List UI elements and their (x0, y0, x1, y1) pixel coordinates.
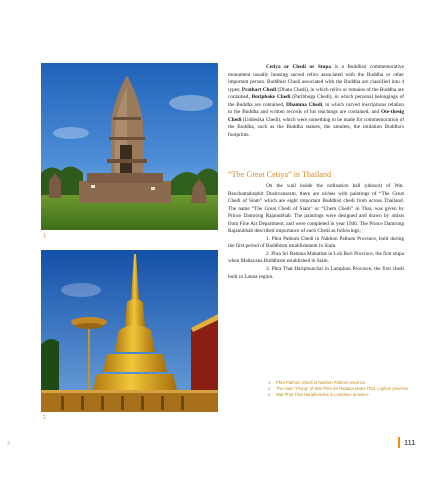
intro-run: (Uddesika Chedi), which were something to be made for commemoration of the Buddha, such as the Buddha statues, the amulets, the imitation Buddha's footprints. (228, 116, 404, 138)
figure-captions (268, 380, 418, 399)
page-number-bar (398, 437, 400, 448)
figure-1-number: 1 (43, 233, 46, 239)
caption-number: 3 (268, 392, 271, 398)
photo-prang-ruins (41, 63, 218, 230)
intro-bold-term: Boriphoke Chedi (251, 94, 291, 101)
photo-golden-chedi (41, 250, 218, 412)
intro-bold-term: Prathart Chedi (241, 86, 277, 93)
page-number: 111 (404, 438, 416, 447)
caption-text: The main “Prang” of Wat Phra Sri Rattana Maha That, Lopburi province (276, 386, 409, 392)
paragraph: On the wall inside the ordination hall (ubosot) of Wat. Benchamabophit Dusitvanaram, there are niches with paintings of “The Great Chedi of Siam” which are eight important Buddhist chedi from across Thailand. The name “The Great Chedi of Siam” or “Chem Chedi” in Thai, was given by Prince Damrong Rajanubhab. The paintings were designed and drawn by artists from Fine Art Department, and were completed in year 1946. The Prince Damrong Rajanubhab described importance of each Chedi as followings; (228, 183, 404, 235)
caption-text: Wat Phra That Hariphunchai in Lamphun province (276, 392, 369, 398)
intro-run: is a Buddhist commemorative monument usually housing sacred relics associated with the Buddha or other important person. Buddhist Chedi associated with the Buddha are classified into 4 types; (228, 64, 404, 93)
intro-run: (Paribhoga Chedi), in which personal belongings of the Buddha are contained, (228, 94, 404, 108)
intro-run: (Dhatu Chedi), in which relics or remains of the Buddha are contained, (228, 86, 404, 101)
intro-bold-term: or (305, 64, 318, 70)
paragraph: 3. Phra That Hariphunchai in Lamphun Province, the first chedi built in Lanna region. (228, 266, 404, 280)
caption-item (268, 392, 418, 398)
caption-number: 2 (268, 386, 271, 392)
intro-bold-term: Stupa (317, 64, 331, 70)
caption-number: 1 (268, 380, 271, 385)
paragraph: 1. Phra Pathom Chedi in Nakhon Pathom Province, built during the first period of Buddhism establishment in Siam. (228, 235, 404, 250)
intro-bold-term: Cetiya (266, 64, 281, 70)
intro-text (228, 64, 404, 139)
figure-2-number: 2 (43, 415, 46, 421)
caption-text: Phra Pathom Chedi in Nakhon Pathom province (276, 380, 366, 385)
margin-mark: 3 (7, 441, 10, 447)
body-text (228, 183, 404, 281)
section-heading: “The Great Cetiya” in Thailand (228, 170, 332, 179)
intro-bold-term: Dhamma Chedi (286, 101, 323, 108)
intro-run: , in which carved inscriptions relation to the Buddha and written records of his teachings are contained, and (228, 101, 404, 116)
intro-paragraph (228, 64, 404, 139)
paragraph: 2. Phra Sri Rattana Mahathat in Lob Buri Province, the first stupa when Mahayana Buddhism established in Siam. (228, 250, 404, 265)
intro-bold-term: Chedi (292, 64, 306, 70)
intro-bold-term: Ote-thesig Chedi (228, 109, 404, 123)
intro-bold-term: or (280, 64, 293, 70)
